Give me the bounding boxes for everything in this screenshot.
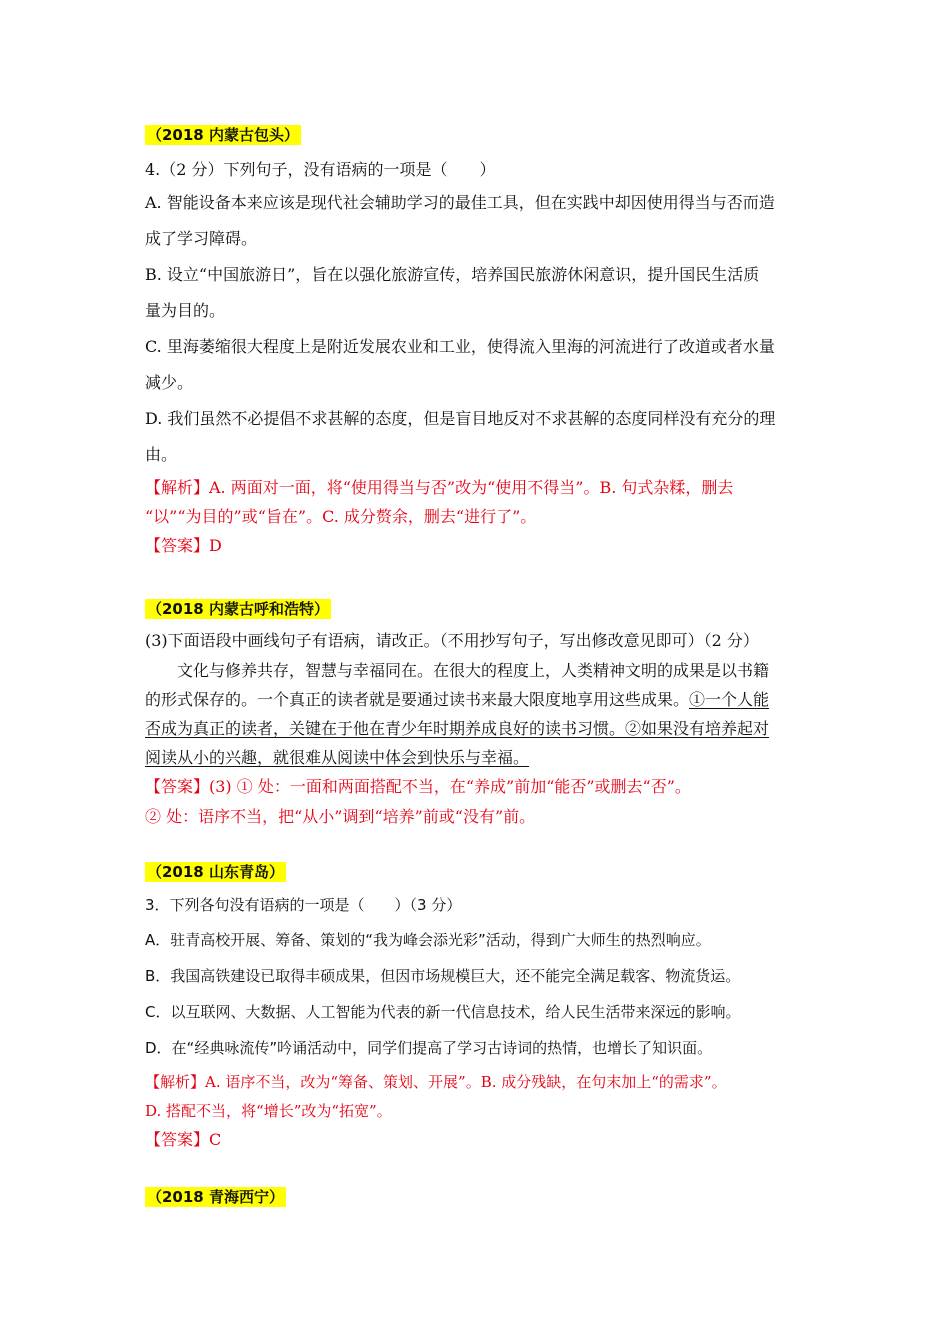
analysis-line2: “以”“为目的”或“旨在”。C. 成分赘余，删去“进行了”。 [145, 507, 537, 526]
section-tag: （2018 青海西宁） [147, 1188, 284, 1206]
underlined-sentence: ①一个人能 [689, 690, 770, 709]
question-stem: (3)下面语段中画线句子有语病，请改正。（不用抄写句子，写出修改意见即可）（2 分） [145, 631, 759, 650]
underlined-sentence: ②如果没有培养起对 [625, 719, 770, 738]
question-stem: 3．下列各句没有语病的一项是（ ）（3 分） [145, 896, 462, 914]
answer: 【答案】D [145, 536, 222, 555]
option-d: D．在“经典咏流传”吟诵活动中，同学们提高了学习古诗词的热情，也增长了知识面。 [145, 1039, 713, 1057]
analysis-line1: 【解析】A. 两面对一面，将“使用得当与否”改为“使用不得当”。B. 句式杂糅，删去 [145, 478, 734, 497]
option-c-line2: 减少。 [145, 373, 194, 392]
option-b: B．我国高铁建设已取得丰硕成果，但因市场规模巨大，还不能完全满足载客、物流货运。 [145, 967, 741, 985]
option-c-line1: C. 里海萎缩很大程度上是附近发展农业和工业，使得流入里海的河流进行了改道或者水量 [145, 337, 775, 356]
passage-line2: 的形式保存的。一个真正的读者就是要通过读书来最大限度地享用这些成果。①一个人能 [145, 690, 770, 709]
section-tag: （2018 内蒙古呼和浩特） [147, 600, 329, 618]
underlined-sentence: 阅读从小的兴趣，就很难从阅读中体会到快乐与幸福。 [145, 748, 530, 767]
section-tag: （2018 山东青岛） [147, 863, 284, 881]
answer-line2: ② 处：语序不当，把“从小”调到“培养”前或“没有”前。 [145, 807, 536, 826]
option-b-line2: 量为目的。 [145, 301, 226, 320]
option-b-line1: B. 设立“中国旅游日”，旨在以强化旅游宣传，培养国民旅游休闲意识，提升国民生活质 [145, 265, 760, 284]
option-a-line2: 成了学习障碍。 [145, 229, 258, 248]
option-a: A．驻青高校开展、筹备、策划的“我为峰会添光彩”活动，得到广大师生的热烈响应。 [145, 931, 711, 949]
passage-line3 [145, 718, 769, 740]
option-d-line2: 由。 [145, 445, 178, 464]
analysis-line1: 【解析】A. 语序不当，改为“筹备、策划、开展”。B. 成分残缺，在句末加上“的需求”。 [145, 1073, 727, 1091]
section-tag: （2018 内蒙古包头） [147, 126, 299, 144]
answer: 【答案】C [145, 1130, 222, 1149]
analysis-line2: D. 搭配不当，将“增长”改为“拓宽”。 [145, 1102, 392, 1120]
option-c: C．以互联网、大数据、人工智能为代表的新一代信息技术，给人民生活带来深远的影响。 [145, 1003, 741, 1021]
passage-line4 [145, 747, 529, 769]
option-a-line1: A. 智能设备本来应该是现代社会辅助学习的最佳工具，但在实践中却因使用得当与否而造 [145, 193, 775, 212]
question-stem: 4.（2 分）下列句子，没有语病的一项是（ ） [145, 160, 496, 179]
option-d-line1: D. 我们虽然不必提倡不求甚解的态度，但是盲目地反对不求甚解的态度同样没有充分的理 [145, 409, 776, 428]
passage-line1: 文化与修养共存，智慧与幸福同在。在很大的程度上，人类精神文明的成果是以书籍 [177, 661, 770, 680]
underlined-sentence: 否成为真正的读者，关键在于他在青少年时期养成良好的读书习惯。 [145, 719, 626, 738]
answer-line1: 【答案】(3) ① 处：一面和两面搭配不当，在“养成”前加“能否”或删去“否”。 [145, 777, 691, 796]
